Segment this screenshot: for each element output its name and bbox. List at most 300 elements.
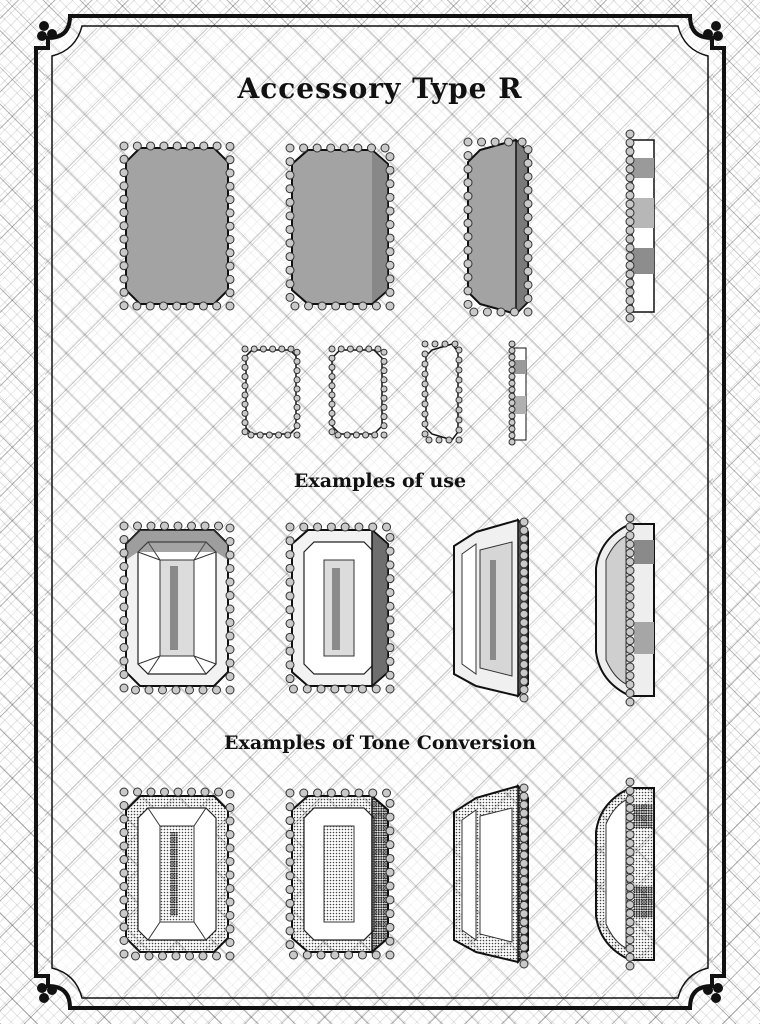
bead — [286, 592, 294, 600]
bead — [213, 302, 221, 310]
bead — [456, 357, 462, 363]
bead — [464, 246, 472, 254]
bead — [174, 788, 182, 796]
bead — [520, 552, 528, 560]
bead — [456, 367, 462, 373]
bead — [226, 659, 234, 667]
bead — [199, 952, 207, 960]
bead — [338, 346, 344, 352]
bead — [226, 939, 234, 947]
bead — [626, 848, 634, 856]
bead — [161, 522, 169, 530]
bead — [331, 951, 339, 959]
bead — [464, 273, 472, 281]
bead — [367, 144, 375, 152]
bead — [432, 341, 438, 347]
bead — [353, 432, 359, 438]
bead — [120, 923, 128, 931]
bead — [363, 432, 369, 438]
bead — [381, 368, 387, 374]
bead — [386, 896, 394, 904]
bead — [386, 180, 394, 188]
bead — [464, 300, 472, 308]
bead — [327, 144, 335, 152]
bead — [120, 644, 128, 652]
bead — [381, 423, 387, 429]
bead — [226, 262, 234, 270]
bead — [518, 138, 526, 146]
frame-small-side — [504, 340, 530, 446]
bead — [120, 869, 128, 877]
bead — [381, 358, 387, 364]
bead — [341, 523, 349, 531]
bead — [509, 361, 515, 367]
bead — [335, 432, 341, 438]
bead — [133, 302, 141, 310]
bead — [120, 576, 128, 584]
bead — [626, 253, 634, 261]
bead — [626, 804, 634, 812]
bead — [626, 883, 634, 891]
bead — [251, 346, 257, 352]
bead — [358, 685, 366, 693]
bead — [226, 222, 234, 230]
bead — [386, 671, 394, 679]
bead — [226, 871, 234, 879]
bead — [386, 799, 394, 807]
bead — [383, 789, 391, 797]
bead — [626, 936, 634, 944]
bead — [303, 685, 311, 693]
bead — [386, 234, 394, 242]
bead — [524, 173, 532, 181]
bead — [422, 341, 428, 347]
bead — [386, 207, 394, 215]
bead — [509, 354, 515, 360]
bead — [345, 685, 353, 693]
bead — [286, 927, 294, 935]
bead — [314, 523, 322, 531]
bead — [464, 233, 472, 241]
bead — [120, 910, 128, 918]
bead — [422, 381, 428, 387]
bead — [520, 918, 528, 926]
bead — [520, 960, 528, 968]
bead — [626, 962, 634, 970]
bead — [626, 314, 634, 322]
bead — [626, 645, 634, 653]
bead — [242, 429, 248, 435]
bead — [226, 196, 234, 204]
bead — [120, 896, 128, 904]
bead — [626, 584, 634, 592]
bead — [174, 522, 182, 530]
bead — [509, 348, 515, 354]
bead — [146, 302, 154, 310]
bead — [215, 522, 223, 530]
bead — [524, 159, 532, 167]
bead — [120, 937, 128, 945]
bead — [464, 260, 472, 268]
bead — [286, 913, 294, 921]
bead — [285, 432, 291, 438]
bead — [520, 619, 528, 627]
bead — [386, 685, 394, 693]
bead — [626, 866, 634, 874]
bead — [626, 209, 634, 217]
bead — [422, 431, 428, 437]
bead — [422, 371, 428, 377]
bead — [344, 432, 350, 438]
bead — [386, 575, 394, 583]
frame-small-front — [240, 344, 302, 440]
bead — [329, 383, 335, 389]
bead — [160, 302, 168, 310]
bead — [120, 802, 128, 810]
bead — [509, 387, 515, 393]
bead — [386, 951, 394, 959]
bead — [524, 281, 532, 289]
bead — [317, 951, 325, 959]
bead — [286, 661, 294, 669]
bead — [524, 254, 532, 262]
bead — [300, 789, 308, 797]
bead — [464, 165, 472, 173]
bead — [520, 826, 528, 834]
bead — [464, 287, 472, 295]
bead — [381, 377, 387, 383]
bead — [294, 386, 300, 392]
bead — [509, 380, 515, 386]
bead — [509, 374, 515, 380]
bead — [332, 302, 340, 310]
bead — [329, 346, 335, 352]
gem-tone-side — [590, 776, 662, 972]
bead — [524, 213, 532, 221]
bead — [226, 831, 234, 839]
bead — [520, 652, 528, 660]
bead — [626, 139, 634, 147]
bead — [120, 142, 128, 150]
bead — [626, 567, 634, 575]
bead — [294, 414, 300, 420]
bead — [120, 788, 128, 796]
gem-use-three-quarter — [284, 520, 396, 696]
page-title: Accessory Type R — [237, 72, 523, 105]
bead — [524, 200, 532, 208]
bead — [386, 923, 394, 931]
bead — [386, 275, 394, 283]
bead — [520, 834, 528, 842]
gem-use-side — [590, 512, 662, 708]
bead — [626, 619, 634, 627]
bead — [120, 671, 128, 679]
bead — [524, 240, 532, 248]
bead — [483, 308, 491, 316]
bead — [386, 153, 394, 161]
bead — [520, 686, 528, 694]
bead — [626, 183, 634, 191]
bead — [626, 927, 634, 935]
bead — [520, 952, 528, 960]
bead — [286, 171, 294, 179]
bead — [120, 883, 128, 891]
gem-use-front — [118, 520, 236, 696]
bead — [188, 522, 196, 530]
bead — [134, 522, 142, 530]
bead — [313, 144, 321, 152]
bead — [464, 206, 472, 214]
bead — [120, 222, 128, 230]
bead — [215, 788, 223, 796]
bead — [120, 563, 128, 571]
bead — [294, 395, 300, 401]
bead — [626, 831, 634, 839]
bead — [172, 952, 180, 960]
bead — [120, 288, 128, 296]
bead — [345, 951, 353, 959]
bead — [359, 302, 367, 310]
bead — [286, 633, 294, 641]
bead — [294, 358, 300, 364]
bead — [213, 686, 221, 694]
bead — [286, 564, 294, 572]
bead — [133, 142, 141, 150]
bead — [524, 294, 532, 302]
bead — [288, 346, 294, 352]
bead — [386, 588, 394, 596]
bead — [159, 952, 167, 960]
bead — [226, 898, 234, 906]
bead — [386, 166, 394, 174]
bead — [186, 302, 194, 310]
bead — [509, 426, 515, 432]
bead — [386, 616, 394, 624]
bead — [626, 839, 634, 847]
bead — [242, 355, 248, 361]
bead — [422, 391, 428, 397]
bead — [226, 302, 234, 310]
bead — [520, 627, 528, 635]
bead — [355, 523, 363, 531]
bead — [340, 144, 348, 152]
bead — [357, 346, 363, 352]
bead — [626, 602, 634, 610]
bead — [226, 156, 234, 164]
bead — [226, 592, 234, 600]
bead — [248, 432, 254, 438]
bead — [520, 784, 528, 792]
bead — [266, 432, 272, 438]
bead — [286, 198, 294, 206]
bead — [226, 289, 234, 297]
bead — [226, 524, 234, 532]
bead — [464, 152, 472, 160]
bead — [260, 346, 266, 352]
bead — [226, 182, 234, 190]
bead — [626, 813, 634, 821]
bead — [226, 209, 234, 217]
bead — [626, 549, 634, 557]
bead — [201, 788, 209, 796]
bead — [520, 818, 528, 826]
bead — [464, 138, 472, 146]
bead — [381, 432, 387, 438]
bead — [120, 195, 128, 203]
bead — [286, 212, 294, 220]
bead — [386, 547, 394, 555]
bead — [286, 239, 294, 247]
bead — [626, 226, 634, 234]
bead — [226, 619, 234, 627]
bead — [381, 414, 387, 420]
bead — [120, 155, 128, 163]
bead — [524, 146, 532, 154]
bead — [369, 789, 377, 797]
bead — [626, 532, 634, 540]
bead — [520, 868, 528, 876]
bead — [509, 432, 515, 438]
bead — [456, 407, 462, 413]
bead — [329, 392, 335, 398]
bead — [305, 302, 313, 310]
bead — [626, 288, 634, 296]
bead — [626, 672, 634, 680]
bead — [375, 346, 381, 352]
bead — [626, 698, 634, 706]
bead — [318, 302, 326, 310]
bead — [199, 686, 207, 694]
bead — [329, 364, 335, 370]
bead — [354, 144, 362, 152]
bead — [120, 235, 128, 243]
bead — [347, 346, 353, 352]
bead — [372, 302, 380, 310]
bead — [286, 266, 294, 274]
bead — [386, 261, 394, 269]
bead — [226, 925, 234, 933]
bead — [520, 568, 528, 576]
bead — [626, 174, 634, 182]
bead — [120, 169, 128, 177]
bead — [286, 606, 294, 614]
bead — [329, 355, 335, 361]
bead — [329, 374, 335, 380]
bead — [626, 165, 634, 173]
bead — [286, 941, 294, 949]
bead — [626, 270, 634, 278]
bead — [520, 518, 528, 526]
bead — [289, 685, 297, 693]
bead — [147, 522, 155, 530]
bead — [626, 235, 634, 243]
bead — [279, 346, 285, 352]
bead — [386, 602, 394, 610]
bead — [276, 432, 282, 438]
bead — [294, 432, 300, 438]
bead — [509, 413, 515, 419]
bead — [520, 535, 528, 543]
bead — [491, 138, 499, 146]
bead — [626, 296, 634, 304]
bead — [120, 302, 128, 310]
bead — [422, 351, 428, 357]
bead — [286, 858, 294, 866]
frame-large-three-quarter — [284, 140, 396, 312]
bead — [626, 796, 634, 804]
bead — [199, 302, 207, 310]
bead — [386, 302, 394, 310]
bead — [446, 437, 452, 443]
bead — [186, 952, 194, 960]
bead — [626, 857, 634, 865]
bead — [201, 522, 209, 530]
bead — [626, 901, 634, 909]
bead — [626, 787, 634, 795]
bead — [294, 368, 300, 374]
bead — [257, 432, 263, 438]
frame-small-three-quarter — [326, 344, 390, 440]
bead — [520, 560, 528, 568]
bead — [386, 248, 394, 256]
bead — [386, 533, 394, 541]
bead — [626, 778, 634, 786]
bead — [386, 644, 394, 652]
bead — [291, 302, 299, 310]
bead — [422, 361, 428, 367]
bead — [226, 952, 234, 960]
bead — [478, 138, 486, 146]
bead — [300, 144, 308, 152]
bead — [509, 419, 515, 425]
bead — [286, 789, 294, 797]
bead — [226, 817, 234, 825]
bead — [456, 417, 462, 423]
bead — [626, 156, 634, 164]
bead — [355, 789, 363, 797]
bead — [510, 308, 518, 316]
bead — [145, 952, 153, 960]
bead — [132, 686, 140, 694]
bead — [226, 804, 234, 812]
bead — [626, 610, 634, 618]
bead — [442, 341, 448, 347]
bead — [520, 669, 528, 677]
bead — [626, 654, 634, 662]
bead — [286, 578, 294, 586]
bead — [456, 377, 462, 383]
bead — [286, 537, 294, 545]
bead — [509, 406, 515, 412]
bead — [286, 803, 294, 811]
bead — [386, 854, 394, 862]
gem-use-angled — [446, 514, 536, 704]
bead — [626, 244, 634, 252]
bead — [286, 225, 294, 233]
bead — [626, 523, 634, 531]
bead — [120, 590, 128, 598]
bead — [366, 346, 372, 352]
bead — [520, 801, 528, 809]
bead — [327, 789, 335, 797]
bead — [159, 686, 167, 694]
bead — [520, 851, 528, 859]
bead — [242, 364, 248, 370]
bead — [470, 308, 478, 316]
bead — [286, 675, 294, 683]
bead — [120, 536, 128, 544]
bead — [626, 892, 634, 900]
